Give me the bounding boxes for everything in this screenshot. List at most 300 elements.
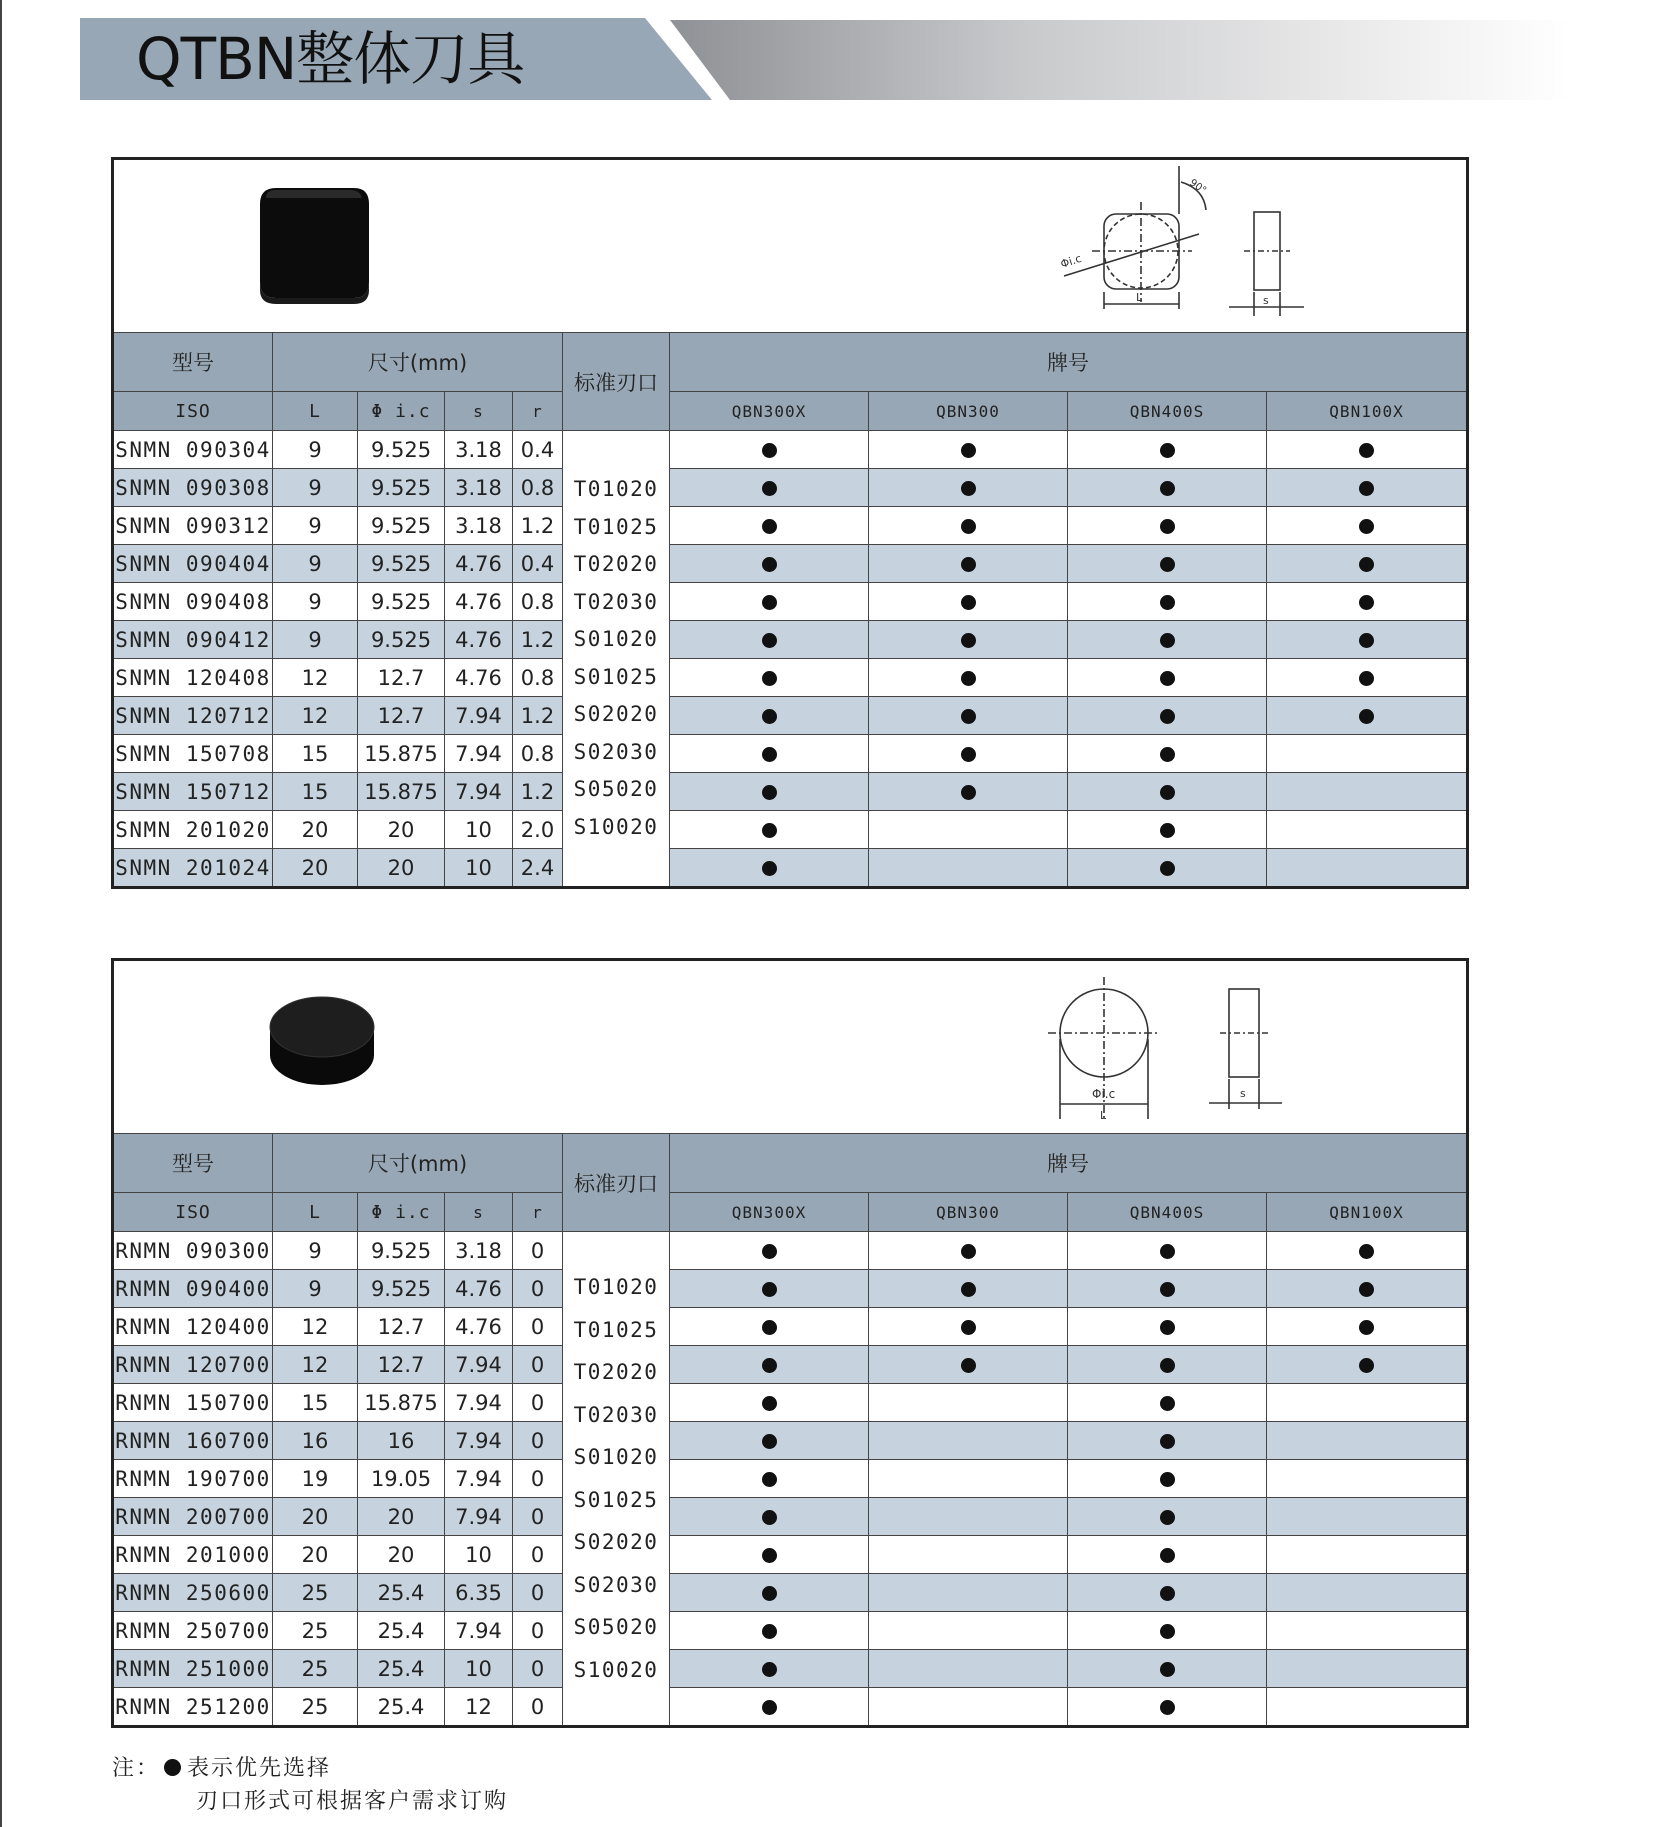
header-grade-qbn300x: QBN300X [670,1193,869,1232]
cell-ic: 19.05 [358,1460,445,1498]
header-iso: ISO [113,392,273,431]
table-row [113,1574,1468,1612]
table-row [113,621,1468,659]
cell-grade-2 [1068,1232,1267,1270]
header-size: 尺寸(mm) [273,1134,563,1193]
cell-ic: 15.875 [358,1384,445,1422]
cell-grade-0 [670,1688,869,1727]
table-row [113,545,1468,583]
header-model: 型号 [113,1134,273,1193]
cell-L: 12 [273,697,358,735]
cell-grade-1 [869,545,1068,583]
cell-grade-1 [869,1346,1068,1384]
header-grade-qbn100x: QBN100X [1267,1193,1468,1232]
cell-s: 7.94 [445,1612,513,1650]
filled-dot-icon [1160,1282,1175,1297]
cell-grade-0 [670,811,869,849]
cell-grade-2 [1068,1536,1267,1574]
cell-iso: RNMN 150700 [113,1384,273,1422]
cell-grade-2 [1068,1612,1267,1650]
filled-dot-icon [1160,1586,1175,1601]
cell-grade-2 [1068,1688,1267,1727]
filled-dot-icon [762,481,777,496]
cell-L: 25 [273,1688,358,1727]
cell-s: 10 [445,811,513,849]
filled-dot-icon [1160,443,1175,458]
table-row [113,1612,1468,1650]
cell-ic: 9.525 [358,583,445,621]
filled-dot-icon [1359,671,1374,686]
filled-dot-icon [762,1396,777,1411]
cell-grade-0 [670,659,869,697]
filled-dot-icon [762,633,777,648]
cell-s: 10 [445,1650,513,1688]
cell-grade-2 [1068,545,1267,583]
filled-dot-icon [961,1282,976,1297]
table-row [113,773,1468,811]
cell-grade-1 [869,1460,1068,1498]
cell-L: 25 [273,1574,358,1612]
cell-ic: 25.4 [358,1688,445,1727]
footnote-prefix: 注： [112,1756,161,1781]
edge-code: T02020 [573,1360,659,1384]
cell-iso: RNMN 250700 [113,1612,273,1650]
filled-dot-icon [762,1434,777,1449]
cell-iso: RNMN 120400 [113,1308,273,1346]
cell-r: 0 [513,1460,563,1498]
cell-s: 10 [445,849,513,888]
filled-dot-icon [1359,481,1374,496]
cell-grade-2 [1068,1422,1267,1460]
cell-grade-1 [869,849,1068,888]
cell-ic: 25.4 [358,1650,445,1688]
cell-grade-0 [670,1498,869,1536]
cell-s: 7.94 [445,773,513,811]
table-row [113,1650,1468,1688]
cell-iso: SNMN 150708 [113,735,273,773]
filled-dot-icon [961,1320,976,1335]
cell-ic: 9.525 [358,1270,445,1308]
cell-grade-3 [1267,1688,1468,1727]
filled-dot-icon [762,1624,777,1639]
header-L: L [273,392,358,431]
cell-grade-0 [670,849,869,888]
table-row [113,1384,1468,1422]
cell-iso: RNMN 160700 [113,1422,273,1460]
banner-gradient-strip [670,20,1570,100]
filled-dot-icon [762,1510,777,1525]
filled-dot-icon [762,1244,777,1259]
cell-grade-1 [869,659,1068,697]
table-row [113,507,1468,545]
filled-dot-icon [762,595,777,610]
cell-grade-3 [1267,735,1468,773]
cell-r: 0 [513,1308,563,1346]
edge-code: T01020 [573,477,659,501]
header-L: L [273,1193,358,1232]
edge-code: S02020 [573,1530,659,1554]
cell-grade-3 [1267,507,1468,545]
cell-r: 1.2 [513,773,563,811]
cell-iso: RNMN 090400 [113,1270,273,1308]
header-grade-qbn400s: QBN400S [1068,1193,1267,1232]
cell-s: 10 [445,1536,513,1574]
cell-grade-2 [1068,507,1267,545]
filled-dot-icon [1359,1244,1374,1259]
header-s: s [445,1193,513,1232]
table-row [113,659,1468,697]
cell-grade-0 [670,735,869,773]
cell-L: 15 [273,735,358,773]
filled-dot-icon [961,671,976,686]
cell-L: 9 [273,507,358,545]
cell-grade-1 [869,1384,1068,1422]
cell-iso: RNMN 200700 [113,1498,273,1536]
cell-grade-2 [1068,773,1267,811]
cell-grade-2 [1068,1346,1267,1384]
cell-grade-3 [1267,1232,1468,1270]
cell-grade-1 [869,735,1068,773]
title-banner [80,18,1490,100]
footnote-line-1 [112,1752,508,1785]
cell-grade-1 [869,469,1068,507]
cell-iso: SNMN 201020 [113,811,273,849]
cell-grade-3 [1267,811,1468,849]
filled-dot-icon [961,443,976,458]
cell-grade-3 [1267,1422,1468,1460]
cell-iso: SNMN 150712 [113,773,273,811]
cell-r: 2.0 [513,811,563,849]
filled-dot-icon [762,671,777,686]
cell-ic: 12.7 [358,659,445,697]
cell-s: 3.18 [445,1232,513,1270]
cell-grade-3 [1267,1498,1468,1536]
filled-dot-icon [961,481,976,496]
header-r: r [513,392,563,431]
cell-L: 12 [273,659,358,697]
filled-dot-icon [961,519,976,534]
cell-L: 12 [273,1308,358,1346]
edge-code: S02030 [573,739,659,764]
cell-ic: 16 [358,1422,445,1460]
filled-dot-icon [1160,1244,1175,1259]
square-insert-drawing [1044,164,1304,333]
table-row [113,1498,1468,1536]
cell-grade-1 [869,1422,1068,1460]
table-row [113,1346,1468,1384]
cell-r: 2.4 [513,849,563,888]
filled-dot-icon [1160,1510,1175,1525]
cell-grade-0 [670,1232,869,1270]
footnote [112,1752,508,1818]
cell-iso: SNMN 120712 [113,697,273,735]
cell-grade-3 [1267,1574,1468,1612]
cell-r: 1.2 [513,507,563,545]
header-grade-qbn300: QBN300 [869,392,1068,431]
cell-grade-2 [1068,621,1267,659]
cell-grade-3 [1267,849,1468,888]
footnote-line-2: 刃口形式可根据客户需求订购 [196,1789,509,1814]
standard-edge-list [563,1232,670,1727]
cell-iso: RNMN 190700 [113,1460,273,1498]
cell-s: 7.94 [445,1498,513,1536]
cell-ic: 12.7 [358,1346,445,1384]
snmn-spec-table [111,157,1469,889]
cell-r: 0.8 [513,583,563,621]
cell-grade-1 [869,583,1068,621]
cell-r: 0 [513,1612,563,1650]
cell-grade-3 [1267,1384,1468,1422]
filled-dot-icon [1160,595,1175,610]
cell-grade-3 [1267,697,1468,735]
cell-grade-2 [1068,697,1267,735]
table-row [113,583,1468,621]
filled-dot-icon [1160,671,1175,686]
filled-dot-icon [762,1548,777,1563]
cell-ic: 15.875 [358,735,445,773]
cell-grade-2 [1068,849,1267,888]
header-model: 型号 [113,333,273,392]
cell-s: 4.76 [445,1308,513,1346]
cell-grade-0 [670,773,869,811]
header-standard-edge: 标准刃口 [563,333,670,431]
cell-s: 7.94 [445,1384,513,1422]
cell-ic: 9.525 [358,469,445,507]
cell-ic: 25.4 [358,1574,445,1612]
header-grade: 牌号 [670,333,1468,392]
cell-grade-3 [1267,583,1468,621]
cell-grade-1 [869,507,1068,545]
cell-grade-0 [670,545,869,583]
cell-r: 0 [513,1270,563,1308]
cell-r: 0 [513,1232,563,1270]
cell-r: 0.8 [513,659,563,697]
cell-grade-3 [1267,1308,1468,1346]
cell-ic: 20 [358,1536,445,1574]
cell-grade-3 [1267,469,1468,507]
cell-ic: 12.7 [358,697,445,735]
cell-L: 20 [273,849,358,888]
edge-code: T01020 [573,1275,659,1299]
header-grade-qbn400s: QBN400S [1068,392,1267,431]
table-row [113,811,1468,849]
edge-code: S01020 [573,627,659,651]
table-row [113,735,1468,773]
cell-ic: 20 [358,849,445,888]
cell-grade-0 [670,1308,869,1346]
cell-L: 25 [273,1612,358,1650]
filled-dot-icon [762,519,777,534]
edge-code: S05020 [573,777,659,801]
cell-grade-3 [1267,1460,1468,1498]
cell-r: 1.2 [513,697,563,735]
filled-dot-icon [1160,557,1175,572]
cell-L: 9 [273,1270,358,1308]
ic-label: Φi.c [1058,251,1084,271]
cell-s: 7.94 [445,735,513,773]
cell-grade-1 [869,1650,1068,1688]
cell-grade-1 [869,1536,1068,1574]
rnmn-spec-table [111,958,1469,1728]
edge-code: S01025 [573,1487,659,1512]
cell-grade-0 [670,1460,869,1498]
cell-r: 0.4 [513,431,563,469]
edge-code: S01020 [573,1445,659,1469]
cell-iso: SNMN 090412 [113,621,273,659]
cell-r: 0.8 [513,469,563,507]
table-row [113,849,1468,888]
edge-code: S01025 [573,664,659,689]
cell-grade-1 [869,1232,1068,1270]
filled-dot-icon [1160,1358,1175,1373]
cell-grade-2 [1068,1574,1267,1612]
cell-ic: 20 [358,1498,445,1536]
header-standard-edge: 标准刃口 [563,1134,670,1232]
cell-grade-0 [670,1384,869,1422]
edge-code: T02030 [573,589,659,614]
filled-dot-icon [1160,1320,1175,1335]
cell-grade-0 [670,1536,869,1574]
table-row [113,1422,1468,1460]
header-size: 尺寸(mm) [273,333,563,392]
cell-L: 15 [273,1384,358,1422]
cell-grade-1 [869,811,1068,849]
cell-grade-0 [670,697,869,735]
filled-dot-icon [762,1472,777,1487]
cell-ic: 9.525 [358,507,445,545]
filled-dot-icon [1359,557,1374,572]
cell-iso: SNMN 090304 [113,431,273,469]
cell-L: 16 [273,1422,358,1460]
cell-s: 7.94 [445,1346,513,1384]
cell-grade-3 [1267,621,1468,659]
cell-grade-2 [1068,431,1267,469]
cell-iso: SNMN 090404 [113,545,273,583]
s-label: s [1263,294,1269,307]
cell-ic: 25.4 [358,1612,445,1650]
cell-grade-1 [869,1308,1068,1346]
cell-grade-2 [1068,735,1267,773]
cell-grade-3 [1267,1650,1468,1688]
cell-L: 20 [273,811,358,849]
cell-L: 9 [273,621,358,659]
cell-grade-2 [1068,1308,1267,1346]
cell-r: 0 [513,1536,563,1574]
filled-dot-icon [1359,1358,1374,1373]
cell-grade-0 [670,431,869,469]
header-s: s [445,392,513,431]
filled-dot-icon [1160,1396,1175,1411]
table-row [113,1460,1468,1498]
filled-dot-icon [1160,861,1175,876]
cell-s: 7.94 [445,1422,513,1460]
cell-L: 9 [273,1232,358,1270]
table-row [113,1688,1468,1727]
filled-dot-icon [961,633,976,648]
filled-dot-icon [1359,1320,1374,1335]
cell-r: 1.2 [513,621,563,659]
cell-r: 0 [513,1498,563,1536]
filled-dot-icon [762,1662,777,1677]
L-label: L [1136,291,1143,304]
table-row [113,1308,1468,1346]
round-insert-photo [264,989,384,1099]
filled-dot-icon [961,785,976,800]
cell-s: 3.18 [445,507,513,545]
cell-L: 9 [273,431,358,469]
filled-dot-icon [762,1586,777,1601]
table-row [113,1536,1468,1574]
cell-r: 0.8 [513,735,563,773]
cell-grade-3 [1267,1612,1468,1650]
filled-dot-icon [961,747,976,762]
filled-dot-icon [762,823,777,838]
edge-code: S10020 [573,1657,659,1682]
cell-L: 19 [273,1460,358,1498]
filled-dot-icon [1160,1472,1175,1487]
cell-L: 9 [273,583,358,621]
product-image-area [113,159,1468,333]
cell-s: 12 [445,1688,513,1727]
cell-L: 20 [273,1536,358,1574]
filled-dot-icon [762,1700,777,1715]
cell-r: 0 [513,1346,563,1384]
header-r: r [513,1193,563,1232]
cell-ic: 9.525 [358,545,445,583]
cell-iso: SNMN 120408 [113,659,273,697]
filled-dot-icon [762,1358,777,1373]
filled-dot-icon [1160,823,1175,838]
filled-dot-icon [1160,1624,1175,1639]
cell-s: 4.76 [445,583,513,621]
page-left-border [0,0,2,1827]
cell-grade-1 [869,621,1068,659]
cell-iso: RNMN 251200 [113,1688,273,1727]
cell-s: 6.35 [445,1574,513,1612]
cell-s: 7.94 [445,1460,513,1498]
header-ic: Φ i.c [358,392,445,431]
filled-dot-icon [1359,443,1374,458]
filled-dot-icon [1160,1548,1175,1563]
cell-iso: SNMN 201024 [113,849,273,888]
cell-ic: 12.7 [358,1308,445,1346]
page-title: QTBN整体刀具 [136,25,525,93]
header-grade: 牌号 [670,1134,1468,1193]
cell-grade-2 [1068,1460,1267,1498]
cell-L: 12 [273,1346,358,1384]
cell-grade-0 [670,1612,869,1650]
cell-s: 3.18 [445,431,513,469]
cell-grade-1 [869,1498,1068,1536]
cell-grade-3 [1267,773,1468,811]
filled-dot-icon [762,1320,777,1335]
cell-L: 9 [273,469,358,507]
cell-iso: SNMN 090408 [113,583,273,621]
cell-ic: 9.525 [358,621,445,659]
cell-grade-0 [670,469,869,507]
filled-dot-icon [762,709,777,724]
cell-grade-0 [670,1422,869,1460]
edge-code: S02030 [573,1572,659,1597]
cell-s: 4.76 [445,1270,513,1308]
filled-dot-icon [1160,519,1175,534]
L-label: L [1100,1109,1107,1122]
cell-grade-3 [1267,1270,1468,1308]
filled-dot-icon [1160,1434,1175,1449]
cell-grade-3 [1267,659,1468,697]
table-row [113,1232,1468,1270]
cell-r: 0 [513,1650,563,1688]
